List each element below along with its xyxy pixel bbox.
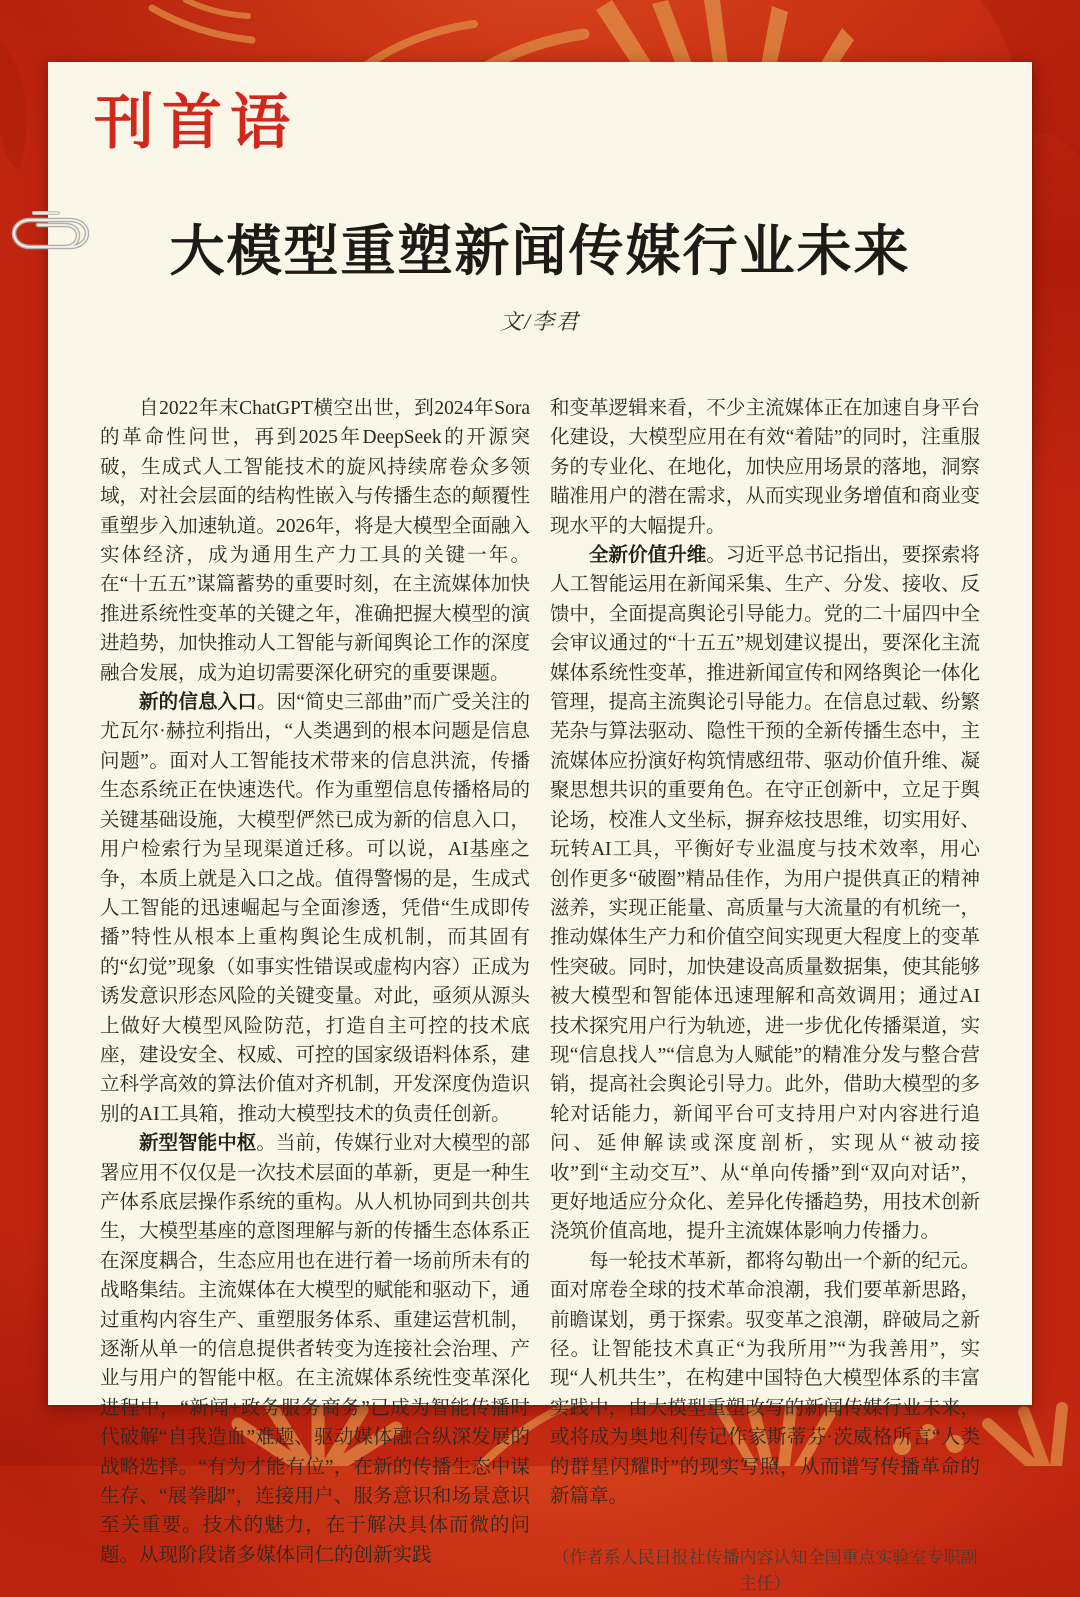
paragraph: 新的信息入口。因“简史三部曲”而广受关注的尤瓦尔·赫拉利指出，“人类遇到的根本问题是信息问题”。面对人工智能技术带来的信息洪流，传播生态系统正在快速迭代。作为重塑信息传播格局的关键基础设施，大模型俨然已成为新的信息入口，用户检索行为呈现渠道迁移。可以说，AI基座之争，本质上就是入口之战。值得警惕的是，生成式人工智能的迅速崛起与全面渗透，凭借“生成即传播”特性从根本上重构舆论生成机制，而其固有的“幻觉”现象（如事实性错误或虚构内容）正成为诱发意识形态风险的关键变量。对此，亟须从源头上做好大模型风险防范，打造自主可控的技术底座，建设安全、权威、可控的国家级语料体系，建立科学高效的算法价值对齐机制，开发深度伪造识别的AI工具箱，推动大模型技术的负责任创新。 [100,692,530,1125]
author-note: （作者系人民日报社传播内容认知全国重点实验室专职副主任） [552,1548,978,1594]
magazine-page [48,62,1032,1594]
paragraph: 自2022年末ChatGPT横空出世，到2024年Sora的革命性问世，再到2025年DeepSeek的开源突破，生成式人工智能技术的旋风持续席卷众多领域，对社会层面的结构性嵌入与传播生态的颠覆性重塑步入加速轨道。2026年，将是大模型全面融入实体经济，成为通用生产力工具的关键一年。在“十五五”谋篇蓄势的重要时刻，在主流媒体加快推进系统性变革的关键之年，准确把握大模型的演进趋势，加快推动人工智能与新闻舆论工作的深度融合发展，成为迫切需要深化研究的重要课题。 [100,398,530,684]
paragraph: 全新价值升维。习近平总书记指出，要探索将人工智能运用在新闻采集、生产、分发、接收、反馈中，全面提高舆论引导能力。党的二十届四中全会审议通过的“十五五”规划建议提出，要深化主流媒体系统性变革，推进新闻宣传和网络舆论一体化管理，提高主流舆论引导能力。在信息过载、纷繁芜杂与算法驱动、隐性干预的全新传播生态中，主流媒体应扮演好构筑情感纽带、驱动价值升维、凝聚思想共识的重要角色。在守正创新中，立足于舆论场，校准人文坐标，摒弃炫技思维，切实用好、玩转AI工具，平衡好专业温度与技术效率，用心创作更多“破圈”精品佳作，为用户提供真正的精神滋养，实现正能量、高质量与大流量的有机统一，推动媒体生产力和价值空间实现更大程度上的变革性突破。同时，加快建设高质量数据集，使其能够被大模型和智能体迅速理解和高效调用；通过AI技术探究用户行为轨迹，进一步优化传播渠道，实现“信息找人”“信息为人赋能”的精准分发与整合营销，提高社会舆论引导力。此外，借助大模型的多轮对话能力，新闻平台可支持用户对内容进行追问、延伸解读或深度剖析，实现从“被动接收”到“主动交互”、从“单向传播”到“双向对话”，更好地适应分众化、差异化传播趋势，用技术创新浇筑价值高地，提升主流媒体影响力传播力。 [550,545,980,1243]
text-column-left [100,394,530,1597]
byline: 文/李君 [499,309,581,334]
section-label: 刊首语 [94,89,298,156]
paragraph-lead: 新的信息入口 [139,692,257,714]
article-body [100,394,980,1597]
paragraph-lead: 新型智能中枢 [139,1133,257,1155]
paragraph: 每一轮技术革新，都将勾勒出一个新的纪元。面对席卷全球的技术革命浪潮，我们要革新思路，前瞻谋划，勇于探索。驭变革之浪潮，辟破局之新径。让智能技术真正“为我所用”“为我善用”，实现“人机共生”，在构建中国特色大模型体系的丰富实践中，由大模型重塑改写的新闻传媒行业未来，或将成为奥地利传记作家斯蒂芬·茨威格所言“人类的群星闪耀时”的现实写照，从而谱写传播革命的新篇章。 [550,1250,980,1508]
paragraph: 和变革逻辑来看，不少主流媒体正在加速自身平台化建设，大模型应用在有效“着陆”的同时，注重服务的专业化、在地化，加快应用场景的落地，洞察瞄准用户的潜在需求，从而实现业务增值和商业变现水平的大幅提升。 [550,398,980,537]
article-title: 大模型重塑新闻传媒行业未来 [169,220,911,282]
text-column-right [550,394,980,1597]
paragraph-lead: 全新价值升维 [589,545,707,567]
paragraph: 新型智能中枢。当前，传媒行业对大模型的部署应用不仅仅是一次技术层面的革新，更是一种生产体系底层操作系统的重构。从人机协同到共创共生，大模型基座的意图理解与新的传播生态体系正在深度耦合，生态应用也在进行着一场前所未有的战略集结。主流媒体在大模型的赋能和驱动下，通过重构内容生产、重塑服务体系、重建运营机制，逐渐从单一的信息提供者转变为连接社会治理、产业与用户的智能中枢。在主流媒体系统性变革深化进程中，“新闻+政务服务商务”已成为智能传播时代破解“自我造血”难题、驱动媒体融合纵深发展的战略选择。“有为才能有位”，在新的传播生态中谋生存、“展拳脚”，连接用户、服务意识和场景意识至关重要。技术的魅力，在于解决具体而微的问题。从现阶段诸多媒体同仁的创新实践 [100,1133,530,1566]
paperclip-icon [8,208,92,252]
